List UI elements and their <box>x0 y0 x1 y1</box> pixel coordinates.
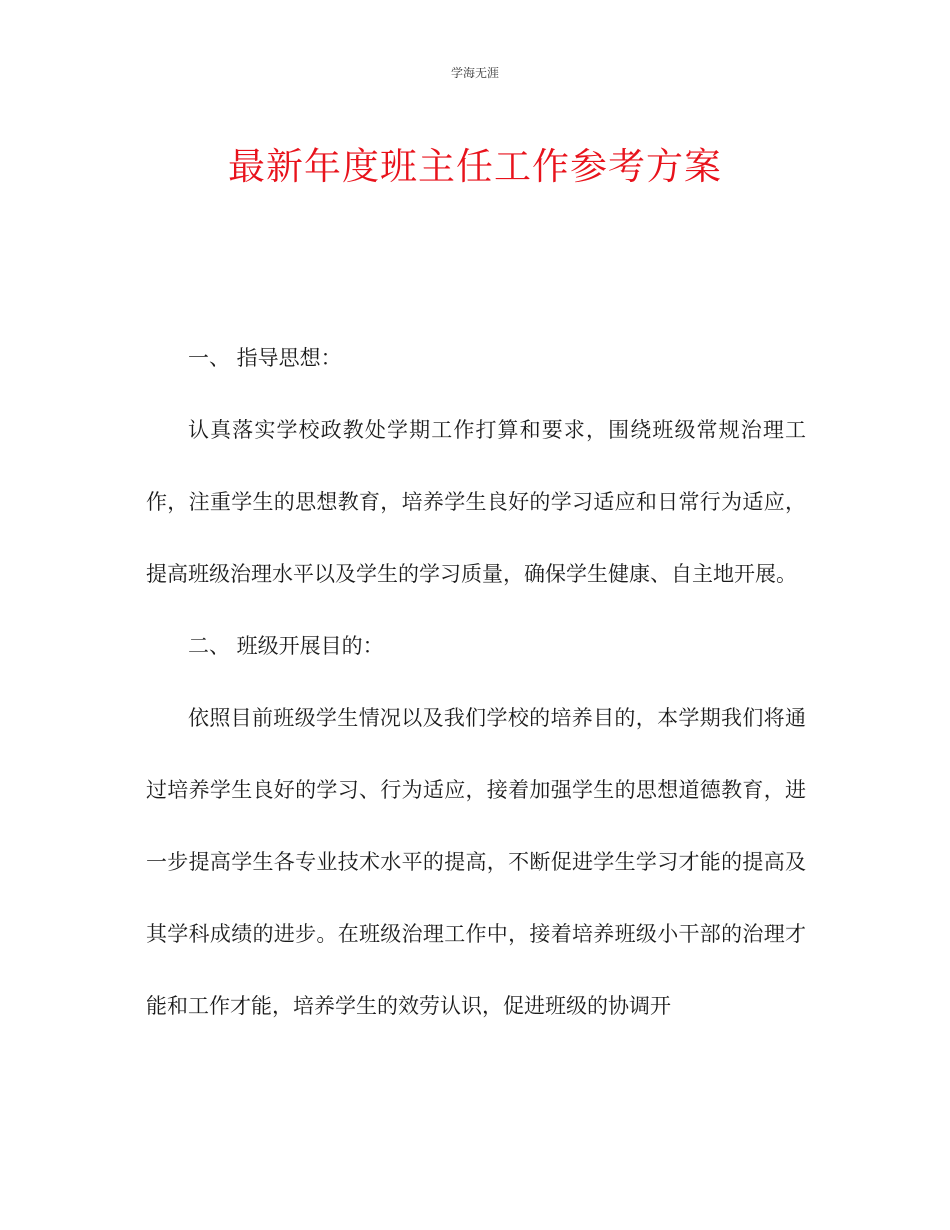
page-header-note: 学海无涯 <box>450 66 499 80</box>
document-title: 最新年度班主任工作参考方案 <box>228 145 722 188</box>
section-heading-guiding-ideology: 一、 指导思想： <box>188 346 342 370</box>
section-heading-class-goals: 二、 班级开展目的： <box>188 634 384 658</box>
section-paragraph-guiding-ideology: 认真落实学校政教处学期工作打算和要求，围绕班级常规治理工作，注重学生的思想教育，培养学生良好的学习适应和日常行为适应，提高班级治理水平以及学生的学习质量，确保学生健康、自主地开展。 <box>146 418 806 586</box>
document-body <box>146 322 806 1042</box>
section-paragraph-class-goals: 依照目前班级学生情况以及我们学校的培养目的，本学期我们将通过培养学生良好的学习、行为适应，接着加强学生的思想道德教育，进一步提高学生各专业技术水平的提高，不断促进学生学习才能的提高及其学科成绩的进步。在班级治理工作中，接着培养班级小干部的治理才能和工作才能，培养学生的效劳认识，促进班级的协调开 <box>146 706 806 1018</box>
